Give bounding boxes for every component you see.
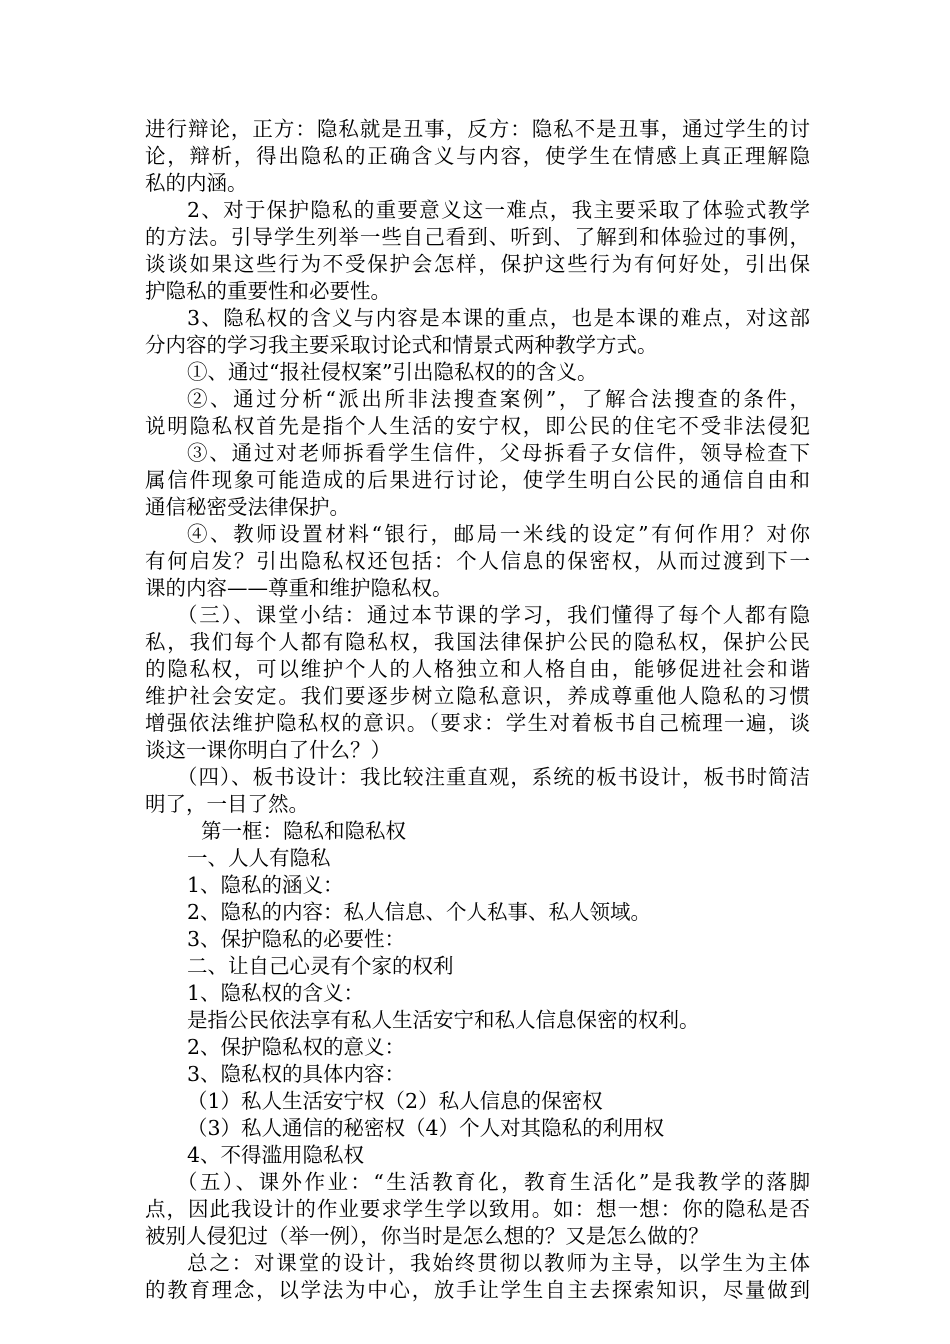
text-line: 分内容的学习我主要采取讨论式和情景式两种教学方式。	[145, 333, 658, 357]
text-line: （四）、板书设计：我比较注重直观，系统的板书设计，板书时简洁	[177, 765, 810, 789]
text-line: ③、通过对老师拆看学生信件，父母拆看子女信件，领导检查下	[187, 441, 810, 465]
text-line: （五）、课外作业：“生活教育化，教育生活化”是我教学的落脚	[177, 1170, 810, 1194]
text-line: 增强依法维护隐私权的意识。（要求：学生对着板书自己梳理一遍，谈	[145, 711, 810, 735]
text-line: （1）私人生活安宁权（2）私人信息的保密权	[187, 1089, 603, 1113]
text-line: 护隐私的重要性和必要性。	[145, 279, 391, 303]
text-line: 说明隐私权首先是指个人生活的安宁权，即公民的住宅不受非法侵犯	[145, 414, 810, 438]
text-line: 1、隐私的涵义：	[187, 873, 344, 897]
text-line: 是指公民依法享有私人生活安宁和私人信息保密的权利。	[187, 1008, 700, 1032]
text-line: 私的内涵。	[145, 171, 248, 195]
text-line: 进行辩论，正方：隐私就是丑事，反方：隐私不是丑事，通过学生的讨	[145, 117, 810, 141]
text-line: 的方法。引导学生列举一些自己看到、听到、了解到和体验过的事例，	[145, 225, 810, 249]
text-line: 2、隐私的内容：私人信息、个人私事、私人领域。	[187, 900, 652, 924]
text-line: 课的内容——尊重和维护隐私权。	[145, 576, 453, 600]
text-line: （三）、课堂小结：通过本节课的学习，我们懂得了每个人都有隐	[177, 603, 810, 627]
text-line: 总之：对课堂的设计，我始终贯彻以教师为主导，以学生为主体	[187, 1251, 810, 1275]
document-body	[145, 116, 810, 1304]
text-line: ④、教师设置材料“银行，邮局一米线的设定”有何作用？对你	[187, 522, 810, 546]
text-line: 私，我们每个人都有隐私权，我国法律保护公民的隐私权，保护公民	[145, 630, 810, 654]
text-line: 4、不得滥用隐私权	[187, 1143, 365, 1167]
text-line: 3、隐私权的含义与内容是本课的重点，也是本课的难点，对这部	[187, 306, 810, 330]
text-line: 点，因此我设计的作业要求学生学以致用。如：想一想：你的隐私是否	[145, 1197, 810, 1221]
text-line: 属信件现象可能造成的后果进行讨论，使学生明白公民的通信自由和	[145, 468, 810, 492]
text-line: 明了，一目了然。	[145, 792, 309, 816]
text-line: 2、对于保护隐私的重要意义这一难点，我主要采取了体验式教学	[187, 198, 810, 222]
text-line: 被别人侵犯过（举一例），你当时是怎么想的？又是怎么做的？	[145, 1224, 709, 1248]
text-line: 有何启发？引出隐私权还包括：个人信息的保密权，从而过渡到下一	[145, 549, 810, 573]
text-line: 的教育理念，以学法为中心，放手让学生自主去探索知识，尽量做到	[145, 1278, 810, 1302]
text-line: 3、保护隐私的必要性：	[187, 927, 406, 951]
text-line: 二、让自己心灵有个家的权利	[187, 954, 454, 978]
text-line: ①、通过“报社侵权案”引出隐私权的的含义。	[187, 360, 598, 384]
text-line: 2、保护隐私权的意义：	[187, 1035, 406, 1059]
text-line: 的隐私权，可以维护个人的人格独立和人格自由，能够促进社会和谐	[145, 657, 810, 681]
text-line: 谈这一课你明白了什么？）	[145, 738, 391, 762]
text-line: 通信秘密受法律保护。	[145, 495, 350, 519]
text-line: （3）私人通信的秘密权（4）个人对其隐私的利用权	[187, 1116, 665, 1140]
text-line: 一、人人有隐私	[187, 846, 331, 870]
text-line: 维护社会安定。我们要逐步树立隐私意识，养成尊重他人隐私的习惯	[145, 684, 810, 708]
text-line: ②、通过分析“派出所非法搜查案例”，了解合法搜查的条件，	[187, 387, 810, 411]
text-line: 论，辩析，得出隐私的正确含义与内容，使学生在情感上真正理解隐	[145, 144, 810, 168]
text-line: 第一框：隐私和隐私权	[201, 819, 406, 843]
text-line: 3、隐私权的具体内容：	[187, 1062, 406, 1086]
text-line: 1、隐私权的含义：	[187, 981, 365, 1005]
text-line: 谈谈如果这些行为不受保护会怎样，保护这些行为有何好处，引出保	[145, 252, 810, 276]
